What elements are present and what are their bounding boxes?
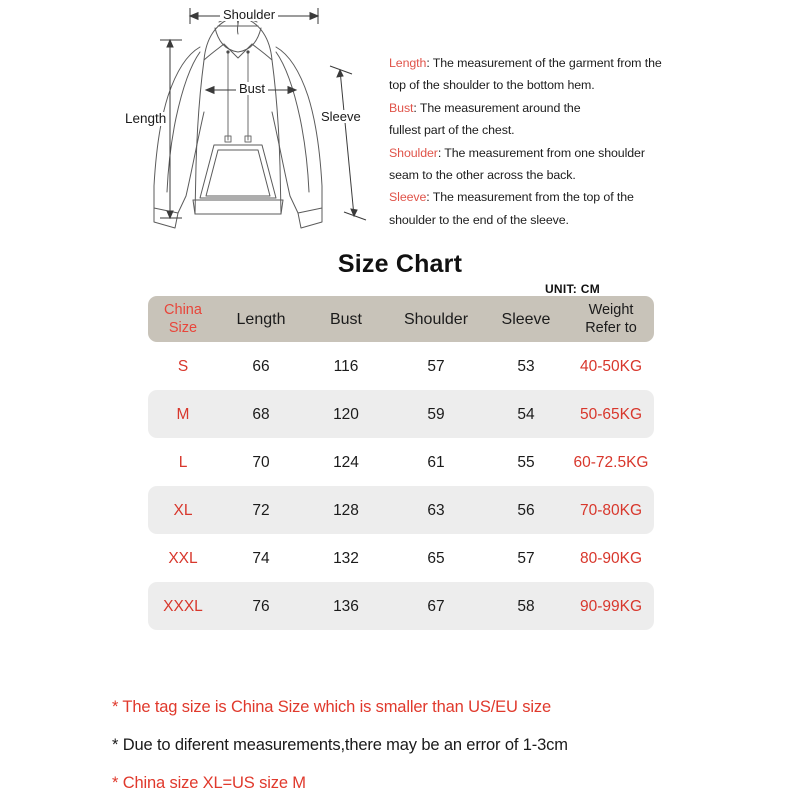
table-row bbox=[148, 390, 654, 438]
cell-shoulder: 65 bbox=[427, 549, 445, 567]
definition-sleeve-body1: The measurement from the top of the bbox=[432, 190, 634, 205]
definition-shoulder-body1: The measurement from one shoulder bbox=[444, 145, 645, 160]
cell-size: XXL bbox=[168, 549, 198, 567]
cell-size: XL bbox=[173, 501, 193, 519]
header-bust: Bust bbox=[329, 310, 362, 328]
note-tag-size: * The tag size is China Size which is smaller than US/EU size bbox=[112, 698, 551, 716]
cell-sleeve: 57 bbox=[517, 549, 535, 567]
cell-size: M bbox=[176, 405, 190, 423]
cell-shoulder: 67 bbox=[427, 597, 445, 615]
cell-sleeve: 54 bbox=[517, 405, 535, 423]
size-chart-table bbox=[148, 296, 654, 630]
cell-size: XXXL bbox=[163, 597, 203, 615]
definition-length-body1: The measurement of the garment from the bbox=[432, 56, 662, 70]
cell-shoulder: 57 bbox=[427, 357, 445, 375]
hoodie-measurement-diagram bbox=[118, 0, 388, 240]
cell-weight: 90-99KG bbox=[579, 597, 643, 615]
definition-sleeve-text1: : bbox=[426, 190, 433, 205]
cell-bust: 136 bbox=[333, 597, 359, 615]
bust-dimension-label: Bust bbox=[236, 82, 268, 95]
header-weight-line1: Weight bbox=[588, 302, 634, 318]
cell-weight: 40-50KG bbox=[579, 357, 643, 375]
cell-length: 76 bbox=[252, 597, 270, 615]
definition-length-line1 bbox=[389, 52, 689, 74]
cell-length: 72 bbox=[252, 501, 270, 519]
header-china-size-line2: Size bbox=[168, 320, 198, 336]
definition-bust-line2: fullest part of the chest. bbox=[389, 123, 515, 138]
cell-weight: 80-90KG bbox=[579, 549, 643, 567]
cell-bust: 132 bbox=[333, 549, 359, 567]
header-china-size-line1: China bbox=[164, 302, 202, 318]
definition-term-sleeve: Sleeve bbox=[389, 190, 427, 205]
length-dimension-label: Length bbox=[122, 112, 169, 126]
cell-sleeve: 56 bbox=[517, 501, 535, 519]
definition-length-text1: : bbox=[426, 56, 433, 70]
definition-term-bust: Bust bbox=[389, 100, 414, 115]
cell-size: S bbox=[177, 357, 189, 375]
definition-bust-line1 bbox=[389, 97, 689, 119]
cell-bust: 120 bbox=[333, 405, 359, 423]
header-china-size bbox=[148, 301, 218, 337]
header-length: Length bbox=[236, 310, 286, 328]
cell-shoulder: 63 bbox=[427, 501, 445, 519]
cell-length: 70 bbox=[252, 453, 270, 471]
header-weight bbox=[568, 301, 654, 337]
cell-weight: 50-65KG bbox=[579, 405, 643, 423]
cell-shoulder: 59 bbox=[427, 405, 445, 423]
definition-shoulder-text1: : bbox=[437, 145, 445, 160]
cell-size: L bbox=[178, 453, 188, 471]
cell-sleeve: 53 bbox=[517, 357, 535, 375]
table-header-row bbox=[148, 296, 654, 342]
cell-bust: 124 bbox=[333, 453, 359, 471]
definition-length-line2: top of the shoulder to the bottom hem. bbox=[389, 78, 595, 93]
definition-sleeve-line1 bbox=[389, 186, 689, 208]
table-row bbox=[148, 486, 654, 534]
unit-label: UNIT: CM bbox=[544, 282, 600, 296]
definition-term-shoulder: Shoulder bbox=[389, 145, 438, 160]
cell-bust: 116 bbox=[333, 357, 359, 375]
cell-weight: 60-72.5KG bbox=[573, 453, 649, 471]
note-size-conversion: * China size XL=US size M bbox=[112, 774, 306, 792]
table-row bbox=[148, 342, 654, 390]
cell-length: 74 bbox=[252, 549, 270, 567]
header-sleeve: Sleeve bbox=[501, 310, 551, 328]
cell-sleeve: 55 bbox=[517, 453, 535, 471]
page-title: Size Chart bbox=[337, 250, 463, 278]
definition-shoulder-line2: seam to the other across the back. bbox=[389, 168, 576, 183]
cell-weight: 70-80KG bbox=[579, 501, 643, 519]
footer-notes bbox=[112, 688, 752, 802]
definition-sleeve-line2: shoulder to the end of the sleeve. bbox=[389, 212, 569, 227]
cell-length: 66 bbox=[252, 357, 270, 375]
table-row bbox=[148, 438, 654, 486]
cell-bust: 128 bbox=[333, 501, 359, 519]
table-row bbox=[148, 582, 654, 630]
header-weight-line2: Refer to bbox=[585, 320, 637, 336]
cell-shoulder: 61 bbox=[427, 453, 445, 471]
table-row bbox=[148, 534, 654, 582]
cell-sleeve: 58 bbox=[517, 597, 535, 615]
sleeve-dimension-label: Sleeve bbox=[318, 110, 364, 123]
definition-bust-body1: The measurement around the bbox=[419, 100, 581, 115]
note-measurement-error: * Due to diferent measurements,there may be an error of 1-3cm bbox=[112, 736, 568, 754]
header-shoulder: Shoulder bbox=[403, 310, 469, 328]
definition-bust-text1: : bbox=[413, 100, 420, 115]
measurement-definitions bbox=[389, 52, 689, 231]
cell-length: 68 bbox=[252, 405, 270, 423]
definition-term-length: Length bbox=[389, 56, 427, 70]
shoulder-dimension-label: Shoulder bbox=[220, 8, 278, 21]
definition-shoulder-line1 bbox=[389, 142, 689, 164]
